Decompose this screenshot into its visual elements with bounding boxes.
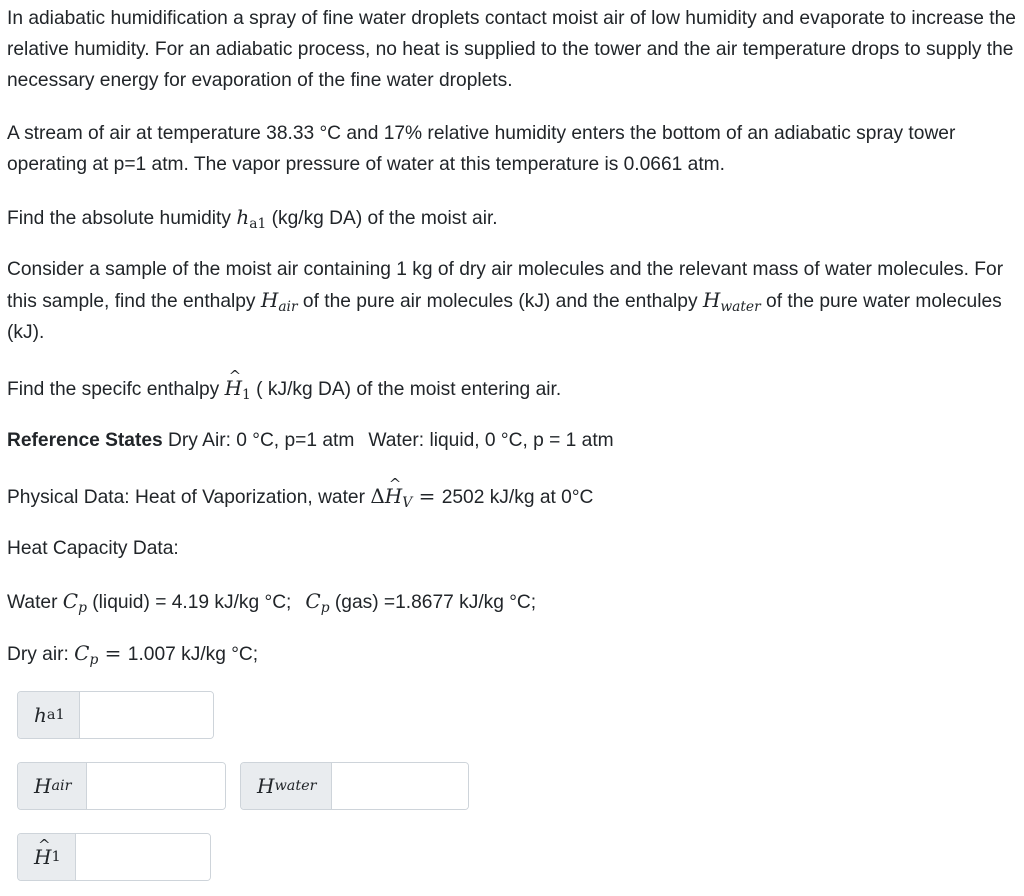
- h1-input-group: [17, 833, 211, 881]
- h1-input[interactable]: [76, 834, 211, 880]
- ha1-label: h a1: [18, 692, 80, 738]
- question-enthalpy-sample: Consider a sample of the moist air containing 1 kg of dry air molecules and the relevant mass of water molecules. For this sample, find the enthalpy $H_{air}$ of the pure air molecules (kJ) and the enthalpy $H_{water}$ of the pure water molecules (kJ).: [7, 259, 1004, 343]
- question-specific-enthalpy: Find the specifc enthalpy ^ $H_1$ ( kJ/kg DA) of the moist entering air.: [7, 373, 561, 405]
- hwater-input-group: [240, 762, 469, 810]
- h1-label: ^ H 1: [18, 834, 76, 880]
- hwater-input[interactable]: [332, 763, 469, 809]
- hair-label: H air: [18, 763, 87, 809]
- question-absolute-humidity: Find the absolute humidity $h_{a1}$ (kg/kg DA) of the moist air.: [7, 205, 498, 233]
- ha1-input-group: [17, 691, 214, 739]
- hair-input[interactable]: [87, 763, 226, 809]
- ha1-input[interactable]: [80, 692, 214, 738]
- dry-air-heat-capacity: Dry air: $C_p = 1.007$ kJ/kg °C;: [7, 641, 259, 669]
- hair-input-group: [17, 762, 226, 810]
- water-heat-capacity: Water $C_p$ (liquid) = 4.19 kJ/kg °C; $C_p$ (gas) =1.8677 kJ/kg °C;: [7, 589, 537, 617]
- stream-paragraph: A stream of air at temperature 38.33 °C and 17% relative humidity enters the bottom of an adiabatic spray tower operating at p=1 atm. The vapor pressure of water at this temperature is 0.0661 atm.: [7, 123, 956, 175]
- reference-states: Reference States Dry Air: 0 °C, p=1 atm Water: liquid, 0 °C, p = 1 atm: [7, 430, 614, 451]
- var-h: h: [236, 205, 250, 229]
- intro-paragraph: In adiabatic humidification a spray of fine water droplets contact moist air of low humidity and evaporate to increase the relative humidity. For an adiabatic process, no heat is supplied to the tower and the air temperature drops to supply the necessary energy for evaporation of the fine water droplets.: [7, 8, 1016, 91]
- heat-capacity-label: Heat Capacity Data:: [7, 538, 179, 559]
- physical-data: Physical Data: Heat of Vaporization, water Δ^ $H_V = 2502$ kJ/kg at 0°C: [7, 481, 593, 513]
- hwater-label: H water: [241, 763, 332, 809]
